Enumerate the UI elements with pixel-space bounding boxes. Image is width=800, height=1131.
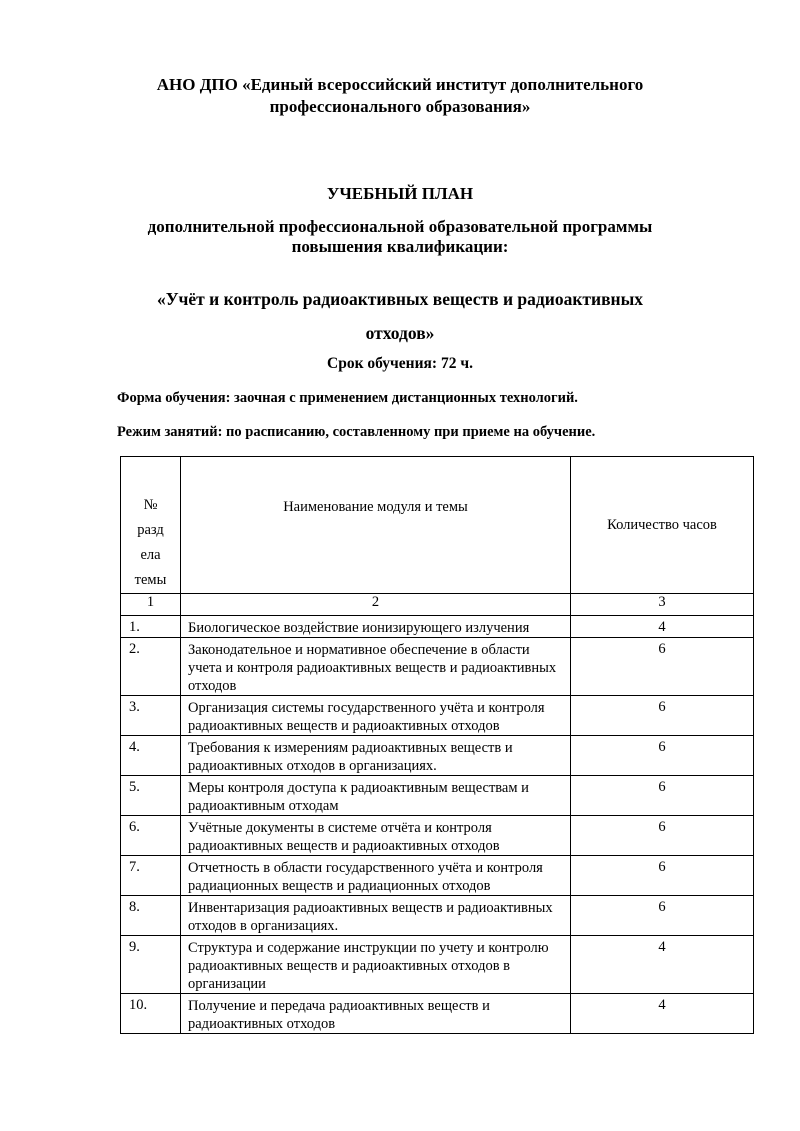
table-row — [121, 936, 754, 994]
row-number-cell: 1. — [121, 616, 181, 638]
column-index-cell: 2 — [181, 594, 571, 616]
row-topic-cell: Требования к измерениям радиоактивных веществ и радиоактивных отходов в организациях. — [181, 736, 571, 776]
table-row — [121, 696, 754, 736]
column-index-cell: 3 — [571, 594, 754, 616]
table-row — [121, 816, 754, 856]
row-topic-cell: Организация системы государственного учёта и контроля радиоактивных веществ и радиоактивных отходов — [181, 696, 571, 736]
row-hours-cell: 4 — [571, 994, 754, 1034]
study-mode: Режим занятий: по расписанию, составленному при приеме на обучение. — [117, 424, 596, 440]
row-topic-cell: Законодательное и нормативное обеспечение в области учета и контроля радиоактивных веществ и радиоактивных отходов — [181, 638, 571, 696]
table-row — [121, 856, 754, 896]
row-number-cell: 5. — [121, 776, 181, 816]
row-topic-cell: Меры контроля доступа к радиоактивным веществам и радиоактивным отходам — [181, 776, 571, 816]
table-row — [121, 616, 754, 638]
row-topic-cell: Учётные документы в системе отчёта и контроля радиоактивных веществ и радиоактивных отходов — [181, 816, 571, 856]
row-hours-cell: 6 — [571, 696, 754, 736]
table-row — [121, 736, 754, 776]
row-number-cell: 7. — [121, 856, 181, 896]
row-hours-cell: 6 — [571, 896, 754, 936]
row-number-cell: 10. — [121, 994, 181, 1034]
document-subtitle — [0, 217, 800, 257]
organization-name-line2: профессионального образования» — [269, 97, 531, 116]
document-subtitle-line2: повышения квалификации: — [291, 237, 509, 256]
row-topic-cell: Структура и содержание инструкции по учету и контролю радиоактивных веществ и радиоактивных отходов в организации — [181, 936, 571, 994]
row-hours-cell: 4 — [571, 936, 754, 994]
row-hours-cell: 6 — [571, 638, 754, 696]
row-number-cell: 2. — [121, 638, 181, 696]
document-title: УЧЕБНЫЙ ПЛАН — [326, 184, 474, 203]
table-row — [121, 994, 754, 1034]
table-row — [121, 776, 754, 816]
row-hours-cell: 6 — [571, 856, 754, 896]
column-index-row — [121, 594, 754, 616]
row-hours-cell: 6 — [571, 816, 754, 856]
table-header-row — [121, 457, 754, 594]
row-number-cell: 6. — [121, 816, 181, 856]
course-title-line1: «Учёт и контроль радиоактивных веществ и радиоактивных — [156, 289, 644, 309]
column-header-name: Наименование модуля и темы — [181, 457, 571, 594]
curriculum-table — [120, 456, 754, 1034]
column-index-cell: 1 — [121, 594, 181, 616]
document-subtitle-line1: дополнительной профессиональной образовательной программы — [147, 217, 653, 236]
row-topic-cell: Получение и передача радиоактивных веществ и радиоактивных отходов — [181, 994, 571, 1034]
study-form: Форма обучения: заочная с применением дистанционных технологий. — [117, 390, 578, 406]
row-hours-cell: 4 — [571, 616, 754, 638]
row-number-cell: 4. — [121, 736, 181, 776]
study-duration: Срок обучения: 72 ч. — [327, 355, 473, 372]
table-row — [121, 638, 754, 696]
row-topic-cell: Биологическое воздействие ионизирующего излучения — [181, 616, 571, 638]
row-number-cell: 9. — [121, 936, 181, 994]
row-topic-cell: Отчетность в области государственного учёта и контроля радиационных веществ и радиационных отходов — [181, 856, 571, 896]
course-title-line2: отходов» — [365, 323, 435, 343]
row-number-cell: 8. — [121, 896, 181, 936]
organization-name-line1: АНО ДПО «Единый всероссийский институт дополнительного — [156, 75, 644, 94]
row-hours-cell: 6 — [571, 736, 754, 776]
organization-name — [0, 74, 800, 118]
column-header-number: № разд ела темы — [121, 457, 181, 594]
row-number-cell: 3. — [121, 696, 181, 736]
row-hours-cell: 6 — [571, 776, 754, 816]
column-header-hours: Количество часов — [571, 457, 754, 594]
table-row — [121, 896, 754, 936]
row-topic-cell: Инвентаризация радиоактивных веществ и радиоактивных отходов в организациях. — [181, 896, 571, 936]
